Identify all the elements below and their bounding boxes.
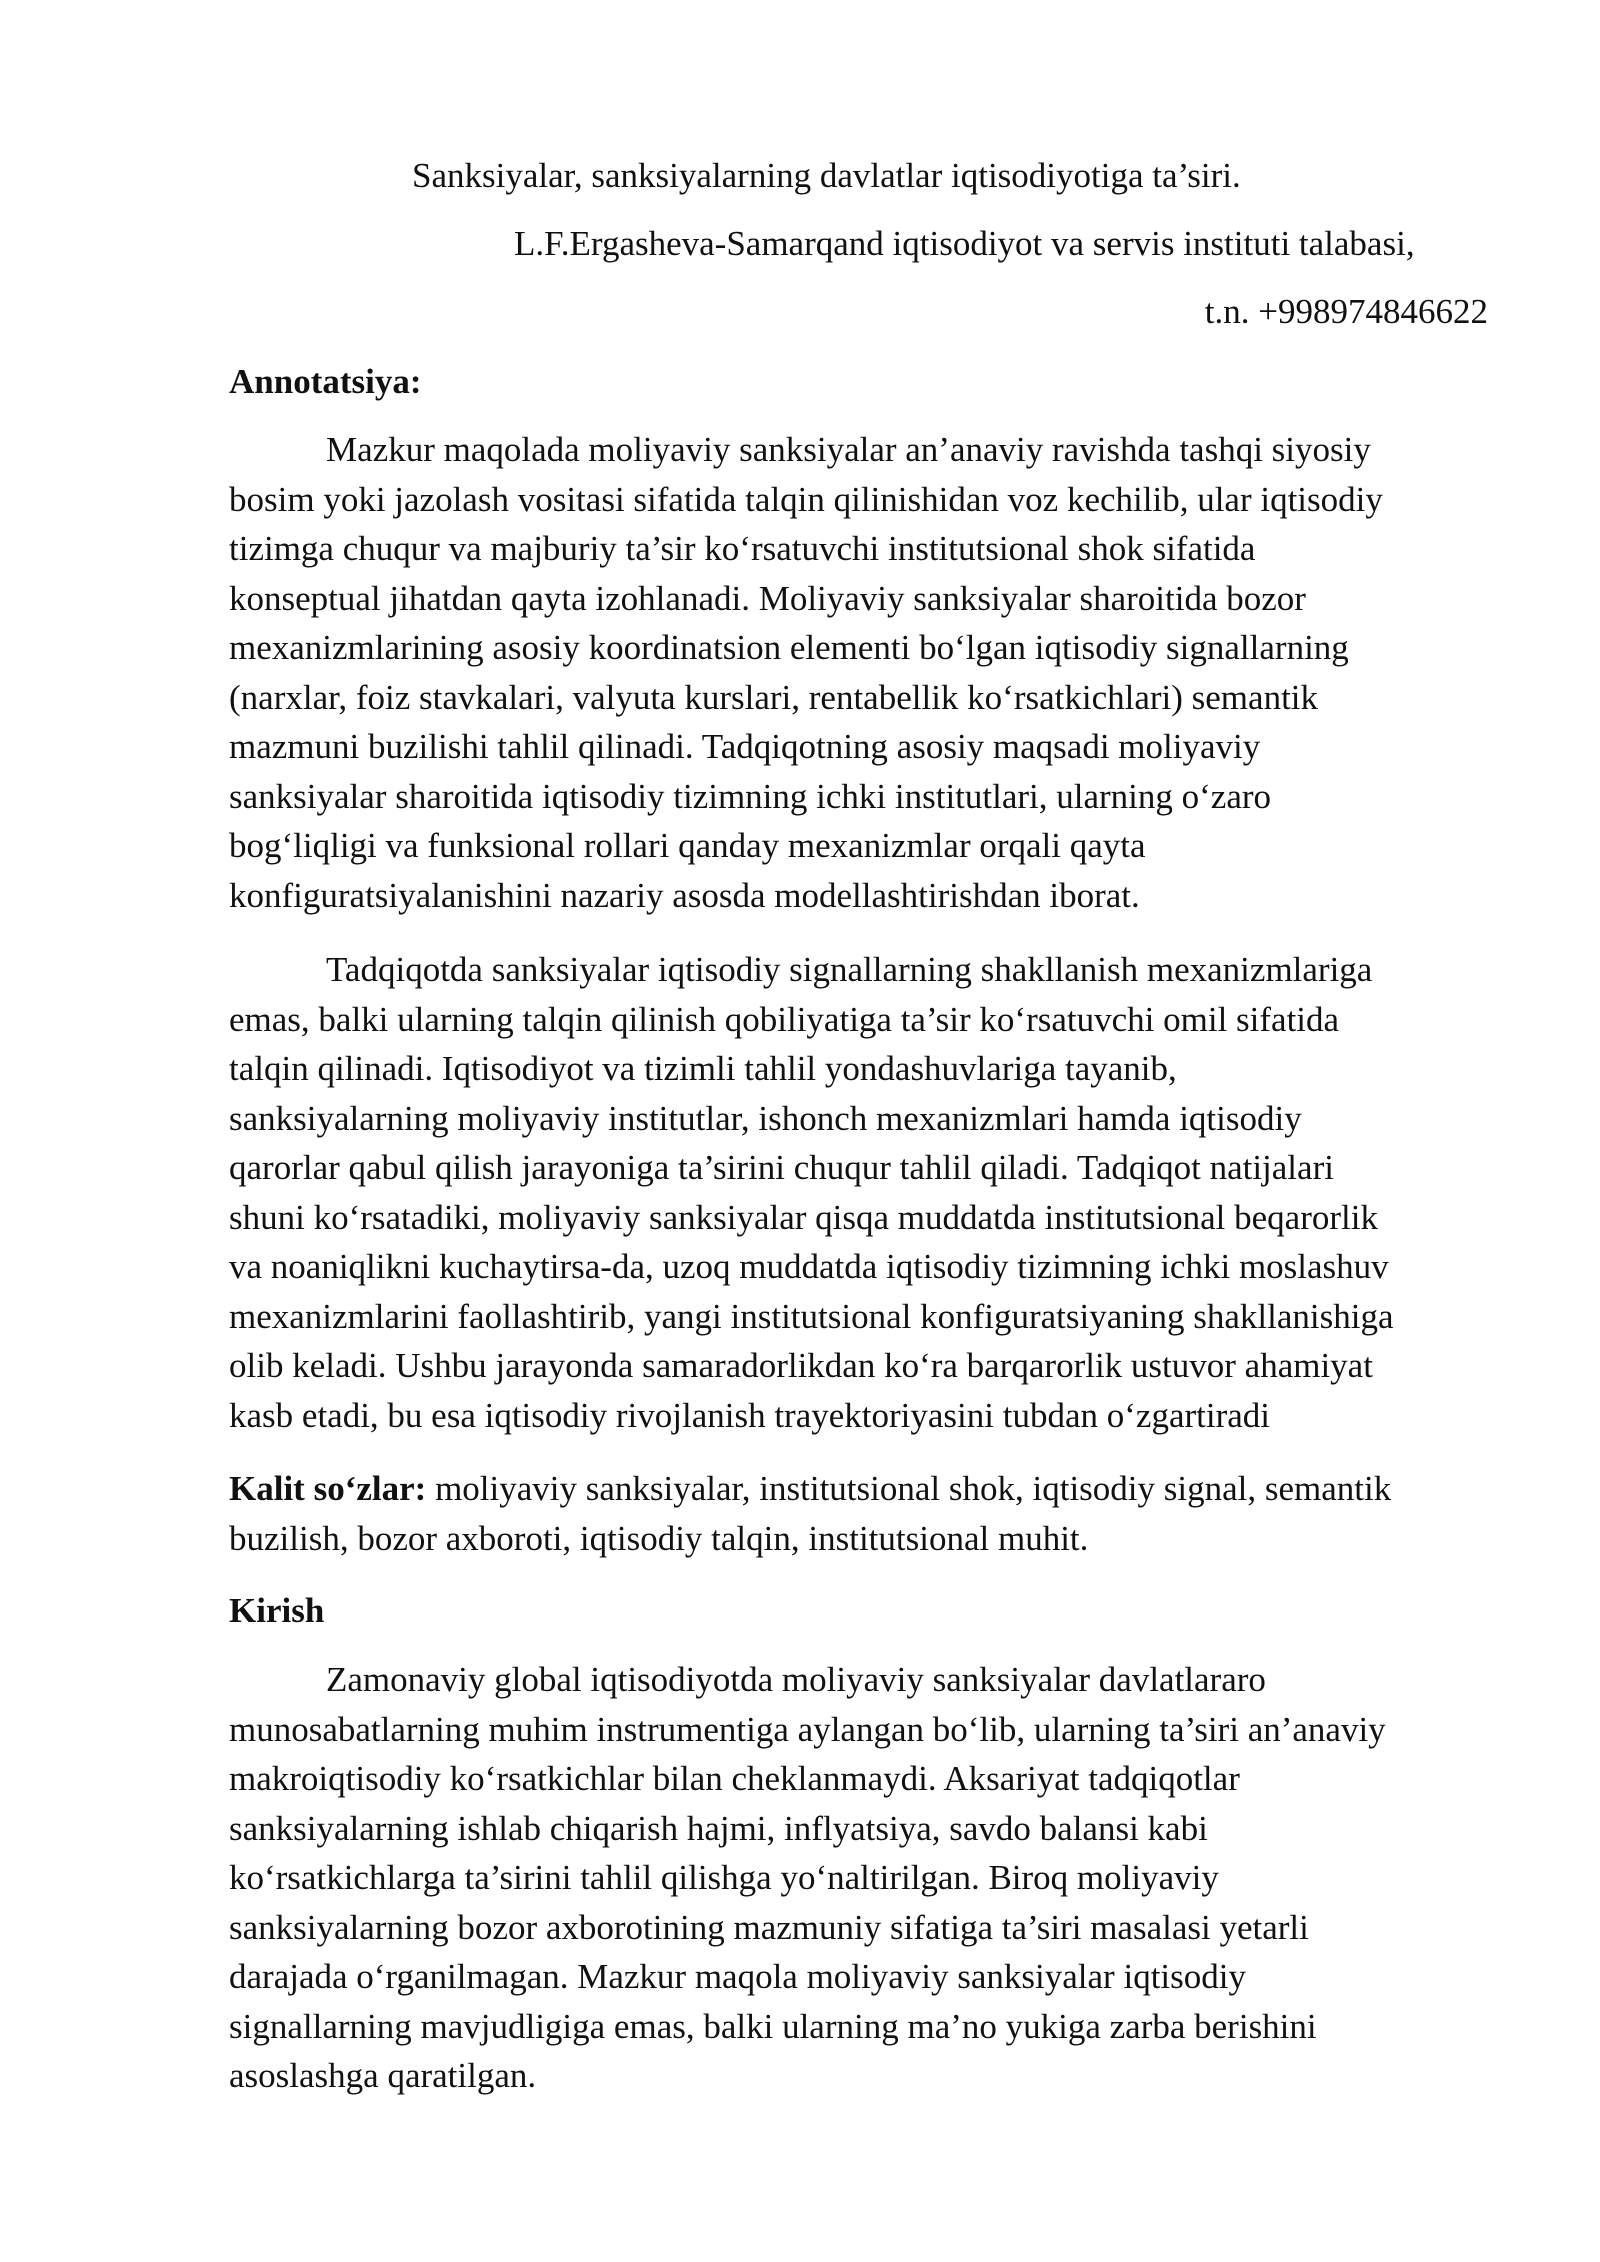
paragraph-line: (narxlar, foiz stavkalari, valyuta kurslari, rentabellik ko‘rsatkichlari) semantik: [229, 677, 1319, 717]
paragraph-line: darajada o‘rganilmagan. Mazkur maqola moliyaviy sanksiyalar iqtisodiy: [229, 1957, 1246, 1996]
paragraph-line: qarorlar qabul qilish jarayoniga ta’sirini chuqur tahlil qiladi. Tadqiqot natijalari: [229, 1148, 1334, 1187]
paragraph-line: mazmuni buzilishi tahlil qilinadi. Tadqiqotning asosiy maqsadi moliyaviy: [229, 727, 1261, 766]
paragraph-line: mexanizmlarining asosiy koordinatsion elementi bo‘lgan iqtisodiy signallarning: [229, 628, 1349, 667]
paragraph-line: mexanizmlarini faollashtirib, yangi institutsional konfiguratsiyaning shakllanishiga: [229, 1296, 1394, 1336]
author-line: L.F.Ergasheva-Samarqand iqtisodiyot va servis instituti talabasi,: [514, 224, 1415, 263]
paragraph-line: konfiguratsiyalanishini nazariy asosda modellashtirishdan iborat.: [229, 875, 1140, 915]
paragraph-line: talqin qilinadi. Iqtisodiyot va tizimli tahlil yondashuvlariga tayanib,: [229, 1049, 1177, 1088]
paragraph-line: sanksiyalarning bozor axborotining mazmuniy sifatiga ta’siri masalasi yetarli: [229, 1907, 1309, 1947]
keywords-second-line: buzilish, bozor axboroti, iqtisodiy talqin, institutsional muhit.: [229, 1518, 1089, 1558]
keywords-paragraph: [229, 1464, 1491, 1563]
paragraph-line: Zamonaviy global iqtisodiyotda moliyaviy sanksiyalar davlatlararo: [326, 1660, 1266, 1699]
annotation-paragraph-2: [229, 945, 1491, 1440]
paragraph-line: sanksiyalarning ishlab chiqarish hajmi, inflyatsiya, savdo balansi kabi: [229, 1808, 1208, 1848]
paragraph-line: makroiqtisodiy ko‘rsatkichlar bilan cheklanmaydi. Aksariyat tadqiqotlar: [229, 1759, 1240, 1798]
paragraph-line: bog‘liqligi va funksional rollari qanday mexanizmlar orqali qayta: [229, 826, 1146, 865]
paragraph-line: kasb etadi, bu esa iqtisodiy rivojlanish trayektoriyasini tubdan o‘zgartiradi: [229, 1395, 1270, 1435]
intro-heading: Kirish: [229, 1591, 325, 1630]
paragraph-line: signallarning mavjudligiga emas, balki ularning ma’no yukiga zarba berishini: [229, 2006, 1317, 2046]
phone-line: t.n. +998974846622: [1204, 292, 1488, 331]
paragraph-line: bosim yoki jazolash vositasi sifatida talqin qilinishidan voz kechilib, ular iqtisodiy: [229, 479, 1383, 519]
paragraph-line: va noaniqlikni kuchaytirsa-da, uzoq muddatda iqtisodiy tizimning ichki moslashuv: [229, 1247, 1389, 1286]
paragraph-line: emas, balki ularning talqin qilinish qobiliyatiga ta’sir ko‘rsatuvchi omil sifatida: [229, 999, 1340, 1039]
annotation-paragraph-1: [229, 425, 1491, 920]
paragraph-line: Mazkur maqolada moliyaviy sanksiyalar an’anaviy ravishda tashqi siyosiy: [326, 430, 1371, 469]
paragraph-line: olib keladi. Ushbu jarayonda samaradorlikdan ko‘ra barqarorlik ustuvor ahamiyat: [229, 1346, 1373, 1385]
paragraph-line: asoslashga qaratilgan.: [229, 2056, 537, 2095]
paragraph-line: konseptual jihatdan qayta izohlanadi. Moliyaviy sanksiyalar sharoitida bozor: [229, 578, 1306, 618]
paragraph-line: Tadqiqotda sanksiyalar iqtisodiy signallarning shakllanish mexanizmlariga: [326, 950, 1373, 989]
paragraph-line: ko‘rsatkichlarga ta’sirini tahlil qilishga yo‘naltirilgan. Biroq moliyaviy: [229, 1858, 1219, 1897]
paragraph-line: tizimga chuqur va majburiy ta’sir ko‘rsatuvchi institutsional shok sifatida: [229, 529, 1256, 568]
keywords-first-line: [229, 1464, 1491, 1514]
keywords-text: moliyaviy sanksiyalar, institutsional shok, iqtisodiy signal, semantik: [426, 1469, 1392, 1508]
keywords-label: Kalit so‘zlar:: [229, 1469, 427, 1508]
paragraph-line: sanksiyalarning moliyaviy institutlar, ishonch mexanizmlari hamda iqtisodiy: [229, 1098, 1302, 1138]
paragraph-line: shuni ko‘rsatadiki, moliyaviy sanksiyalar qisqa muddatda institutsional beqarorlik: [229, 1197, 1378, 1237]
annotation-heading: Annotatsiya:: [229, 362, 422, 401]
paragraph-line: sanksiyalar sharoitida iqtisodiy tizimning ichki institutlari, ularning o‘zaro: [229, 776, 1272, 816]
intro-paragraph: [229, 1655, 1491, 2101]
paragraph-line: munosabatlarning muhim instrumentiga aylangan bo‘lib, ularning ta’siri an’anaviy: [229, 1709, 1386, 1749]
document-title: Sanksiyalar, sanksiyalarning davlatlar iqtisodiyotiga ta’siri.: [412, 156, 1241, 195]
